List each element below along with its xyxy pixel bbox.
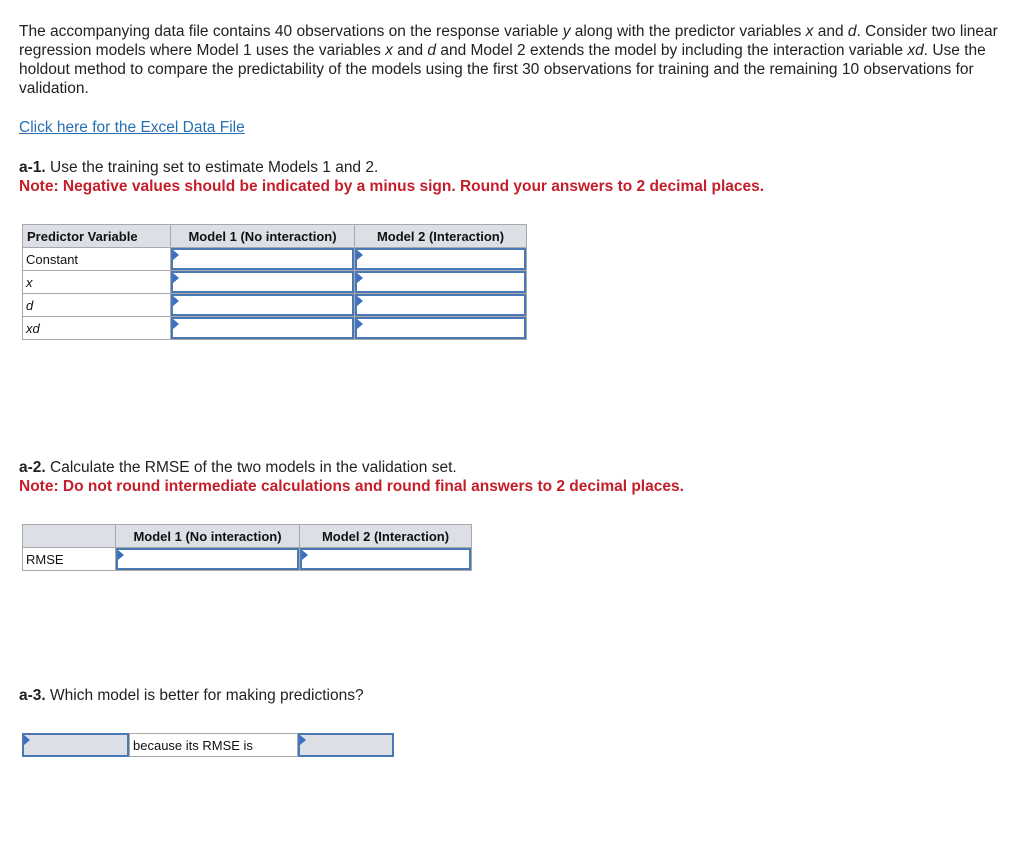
header-model-1: Model 1 (No interaction) bbox=[116, 525, 300, 548]
rmse-comparison-dropdown[interactable] bbox=[298, 733, 394, 757]
table-row bbox=[23, 294, 527, 317]
a3-answer-row bbox=[22, 733, 394, 757]
coefficients-table bbox=[22, 224, 527, 340]
header-model-2: Model 2 (Interaction) bbox=[300, 525, 472, 548]
a2-note: Note: Do not round intermediate calculations and round final answers to 2 decimal places. bbox=[19, 478, 684, 495]
excel-data-link[interactable]: Click here for the Excel Data File bbox=[19, 119, 245, 136]
d-model2-input[interactable] bbox=[355, 294, 526, 316]
row-label-xd: xd bbox=[26, 320, 40, 336]
rmse-model2-input[interactable] bbox=[300, 548, 471, 570]
header-model-2: Model 2 (Interaction) bbox=[355, 225, 527, 248]
rmse-model1-input[interactable] bbox=[116, 548, 299, 570]
row-label-rmse: RMSE bbox=[23, 548, 116, 571]
a1-question: a-1. Use the training set to estimate Models 1 and 2. bbox=[19, 159, 379, 176]
rmse-table bbox=[22, 524, 472, 571]
x-model2-input[interactable] bbox=[355, 271, 526, 293]
table-row bbox=[23, 548, 472, 571]
row-label-x: x bbox=[26, 274, 33, 290]
row-label-d: d bbox=[26, 297, 34, 313]
model-select-dropdown[interactable] bbox=[22, 733, 129, 757]
xd-model1-input[interactable] bbox=[171, 317, 354, 339]
d-model1-input[interactable] bbox=[171, 294, 354, 316]
a1-note: Note: Negative values should be indicated by a minus sign. Round your answers to 2 decimal places. bbox=[19, 178, 765, 195]
table-row bbox=[23, 248, 527, 271]
a3-question: a-3. Which model is better for making predictions? bbox=[19, 687, 364, 704]
constant-model1-input[interactable] bbox=[171, 248, 354, 270]
xd-model2-input[interactable] bbox=[355, 317, 526, 339]
constant-model2-input[interactable] bbox=[355, 248, 526, 270]
because-rmse-text: because its RMSE is bbox=[129, 733, 298, 757]
table-row bbox=[23, 271, 527, 294]
row-label-constant: Constant bbox=[23, 248, 171, 271]
header-predictor-variable: Predictor Variable bbox=[23, 225, 171, 248]
header-blank bbox=[23, 525, 116, 548]
a2-question: a-2. Calculate the RMSE of the two models in the validation set. bbox=[19, 459, 457, 476]
table-row bbox=[23, 317, 527, 340]
x-model1-input[interactable] bbox=[171, 271, 354, 293]
header-model-1: Model 1 (No interaction) bbox=[171, 225, 355, 248]
problem-statement: The accompanying data file contains 40 observations on the response variable y along with the predictor variables x and d. Consider two linear regression models where Model 1 uses the variables x and d and Model 2 extends the model by including the interaction variable xd. Use the holdout method to compare the predictability of the models using the first 30 observations for training and the remaining 10 observations for validation. bbox=[19, 23, 998, 97]
